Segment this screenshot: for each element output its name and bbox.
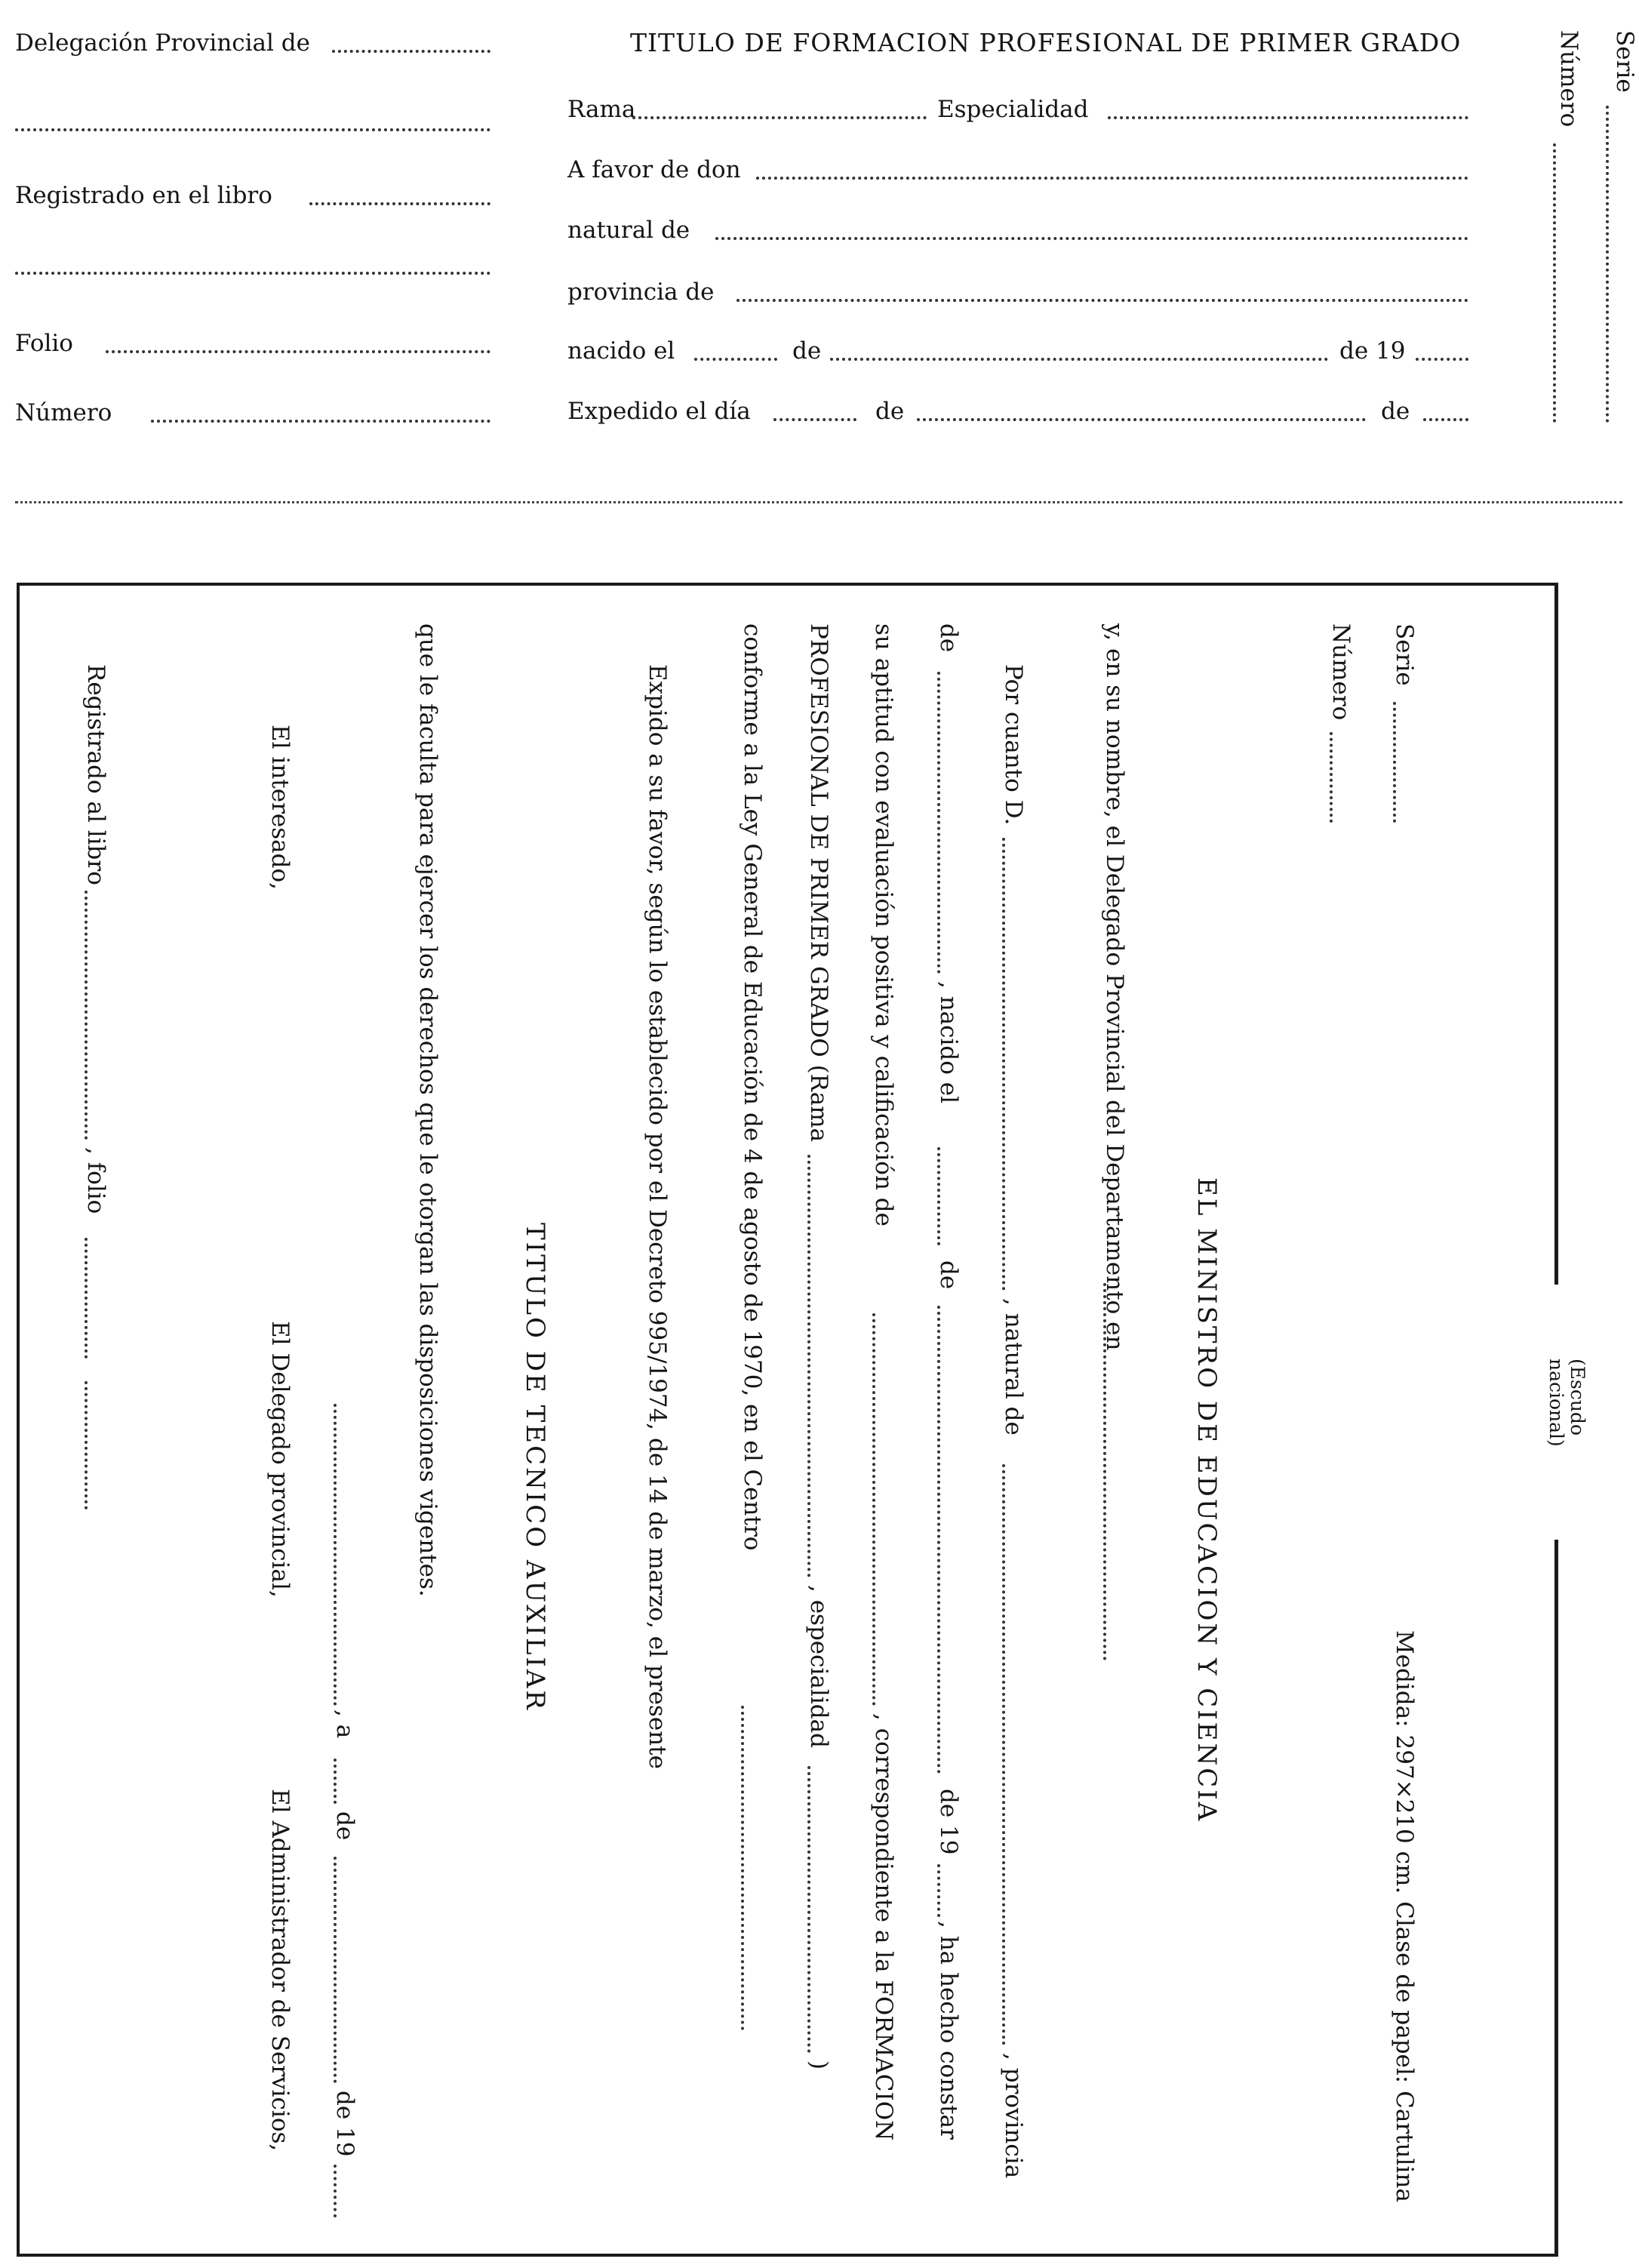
header-de19-label: de 19: [1339, 337, 1406, 365]
header-especialidad-label: Especialidad: [937, 96, 1089, 123]
cert-l5-b: , especialidad: [805, 1585, 832, 1748]
header-provincia-blank[interactable]: [736, 299, 1468, 302]
header-afavor-blank[interactable]: [756, 177, 1468, 180]
cert-l3-blank-year[interactable]: [937, 1864, 940, 1917]
stub-folio-label: Folio: [15, 330, 73, 357]
cert-l3-blank-day[interactable]: [937, 1147, 940, 1245]
header-expedido-label: Expedido el día: [567, 398, 751, 425]
header-rama-label: Rama: [567, 96, 636, 123]
cert-l2-blank-natural[interactable]: [1002, 1464, 1005, 2045]
cert-registrado-label: Registrado al libro: [82, 664, 109, 885]
cert-l3-a: de: [935, 623, 962, 653]
cert-folio-blank-2[interactable]: [85, 1381, 88, 1509]
cert-titulo-heading: TITULO DE TECNICO AUXILIAR: [520, 1223, 550, 1712]
header-provincia-label: provincia de: [567, 278, 715, 306]
stub-delegacion-label: Delegación Provincial de: [15, 29, 310, 57]
cert-l5-a: PROFESIONAL DE PRIMER GRADO (Rama: [805, 623, 832, 1143]
cert-serie-label: Serie: [1391, 623, 1418, 686]
cert-administrador: El Administrador de Servicios,: [266, 1789, 294, 2152]
header-afavor-label: A favor de don: [567, 156, 741, 183]
frame-right-upper: [1554, 583, 1558, 1285]
header-nacido-label: nacido el: [567, 337, 675, 365]
frame-left: [17, 583, 20, 2257]
cert-l5-blank-esp[interactable]: [807, 1766, 810, 2053]
cert-l6-a: conforme a la Ley General de Educación de 4 de agosto de 1970, en el Centro: [739, 623, 766, 1551]
escudo-placeholder: [1539, 1359, 1607, 1502]
header-natural-label: natural de: [567, 217, 690, 244]
stub-registrado-blank-2[interactable]: [15, 272, 490, 275]
cert-l4-blank-calif[interactable]: [872, 1313, 875, 1706]
header-de2-label: de: [875, 398, 905, 425]
cut-line: [15, 501, 1622, 503]
header-expedido-year-blank[interactable]: [1423, 418, 1468, 421]
cert-l1: y, en su nombre, el Delegado Provincial del Departamento en: [1101, 623, 1128, 1351]
cert-interesado: El interesado,: [266, 725, 294, 890]
cert-l3-blank-month[interactable]: [937, 1306, 940, 1774]
cert-delegado: El Delegado provincial,: [266, 1321, 294, 1598]
header-nacido-day-blank[interactable]: [694, 358, 777, 361]
cert-numero-blank[interactable]: [1330, 732, 1333, 823]
cert-l3-e: , ha hecho constar: [935, 1921, 962, 2140]
header-natural-blank[interactable]: [715, 237, 1468, 240]
cert-folio-blank[interactable]: [85, 1238, 88, 1359]
stub-delegacion-blank[interactable]: [332, 50, 490, 53]
header-nacido-year-blank[interactable]: [1416, 358, 1468, 361]
side-serie-blank[interactable]: [1606, 106, 1609, 423]
cert-l1-blank[interactable]: [1103, 1283, 1106, 1660]
cert-l3-blank-prov[interactable]: [937, 672, 940, 974]
cert-l9-blank-year[interactable]: [334, 2165, 337, 2217]
side-numero-blank[interactable]: [1553, 143, 1556, 423]
cert-numero-label: Número: [1327, 623, 1355, 721]
frame-top: [17, 583, 1556, 586]
cert-l2-c: , provincia: [1000, 2053, 1027, 2179]
header-especialidad-blank[interactable]: [1108, 116, 1468, 119]
cert-l2-a: Por cuanto D.: [1000, 664, 1027, 826]
cert-l4-a: su aptitud con evaluación positiva y calificación de: [870, 623, 897, 1226]
cert-l5-c: ): [805, 2060, 832, 2070]
cert-registrado-blank[interactable]: [85, 891, 88, 1140]
cert-medida: Medida: 297×210 cm. Clase de papel: Cartulina: [1391, 1630, 1418, 2202]
cert-l9-c: de 19: [331, 2091, 358, 2157]
cert-ministry-heading: EL MINISTRO DE EDUCACION Y CIENCIA: [1192, 1177, 1222, 1823]
cert-folio-label: , folio: [82, 1147, 109, 1214]
header-de3-label: de: [1381, 398, 1410, 425]
stub-folio-blank[interactable]: [106, 350, 490, 353]
stub-registrado-blank[interactable]: [309, 202, 490, 205]
stub-delegacion-blank-2[interactable]: [15, 128, 490, 131]
header-rama-blank[interactable]: [632, 116, 927, 119]
cert-l8: que le faculta para ejercer los derechos que le otorgan las disposiciones vigentes.: [414, 623, 441, 1597]
cert-serie-blank[interactable]: [1393, 702, 1396, 823]
cert-l9-blank-day[interactable]: [334, 1759, 337, 1804]
cert-l9-a: , a: [331, 1709, 358, 1739]
cert-l9-b: de: [331, 1811, 358, 1841]
cert-l4-b: , correspondiente a la FORMACION: [870, 1713, 897, 2141]
side-numero-label: Número: [1555, 30, 1582, 128]
side-serie-label: Serie: [1611, 30, 1638, 93]
stub-numero-blank[interactable]: [151, 420, 490, 423]
stub-registrado-label: Registrado en el libro: [15, 182, 272, 209]
header-expedido-day-blank[interactable]: [773, 418, 856, 421]
header-de1-label: de: [792, 337, 822, 365]
cert-l6-blank-centro[interactable]: [741, 1706, 744, 2030]
cert-l3-d: de 19: [935, 1789, 962, 1855]
frame-right-lower: [1554, 1540, 1558, 2257]
cert-l9-blank-month[interactable]: [334, 1857, 337, 2083]
header-title: TITULO DE FORMACION PROFESIONAL DE PRIMER GRADO: [630, 28, 1462, 57]
header-nacido-month-blank[interactable]: [830, 358, 1328, 361]
stub-numero-label: Número: [15, 399, 112, 426]
cert-l3-b: , nacido el: [935, 981, 962, 1104]
cert-l5-blank-rama[interactable]: [807, 1155, 810, 1577]
cert-l2-b: , natural de: [1000, 1298, 1027, 1436]
cert-l7: Expido a su favor, según lo establecido por el Decreto 995/1974, de 14 de marzo, el presente: [644, 664, 671, 1769]
escudo-line1: (Escudo: [1567, 1359, 1588, 1436]
frame-bottom: [17, 2254, 1556, 2257]
cert-l9-blank-place[interactable]: [334, 1404, 337, 1706]
header-expedido-month-blank[interactable]: [917, 418, 1366, 421]
escudo-line2: nacional): [1545, 1359, 1567, 1447]
cert-l3-c: de: [935, 1260, 962, 1290]
cert-l2-blank-name[interactable]: [1002, 838, 1005, 1291]
